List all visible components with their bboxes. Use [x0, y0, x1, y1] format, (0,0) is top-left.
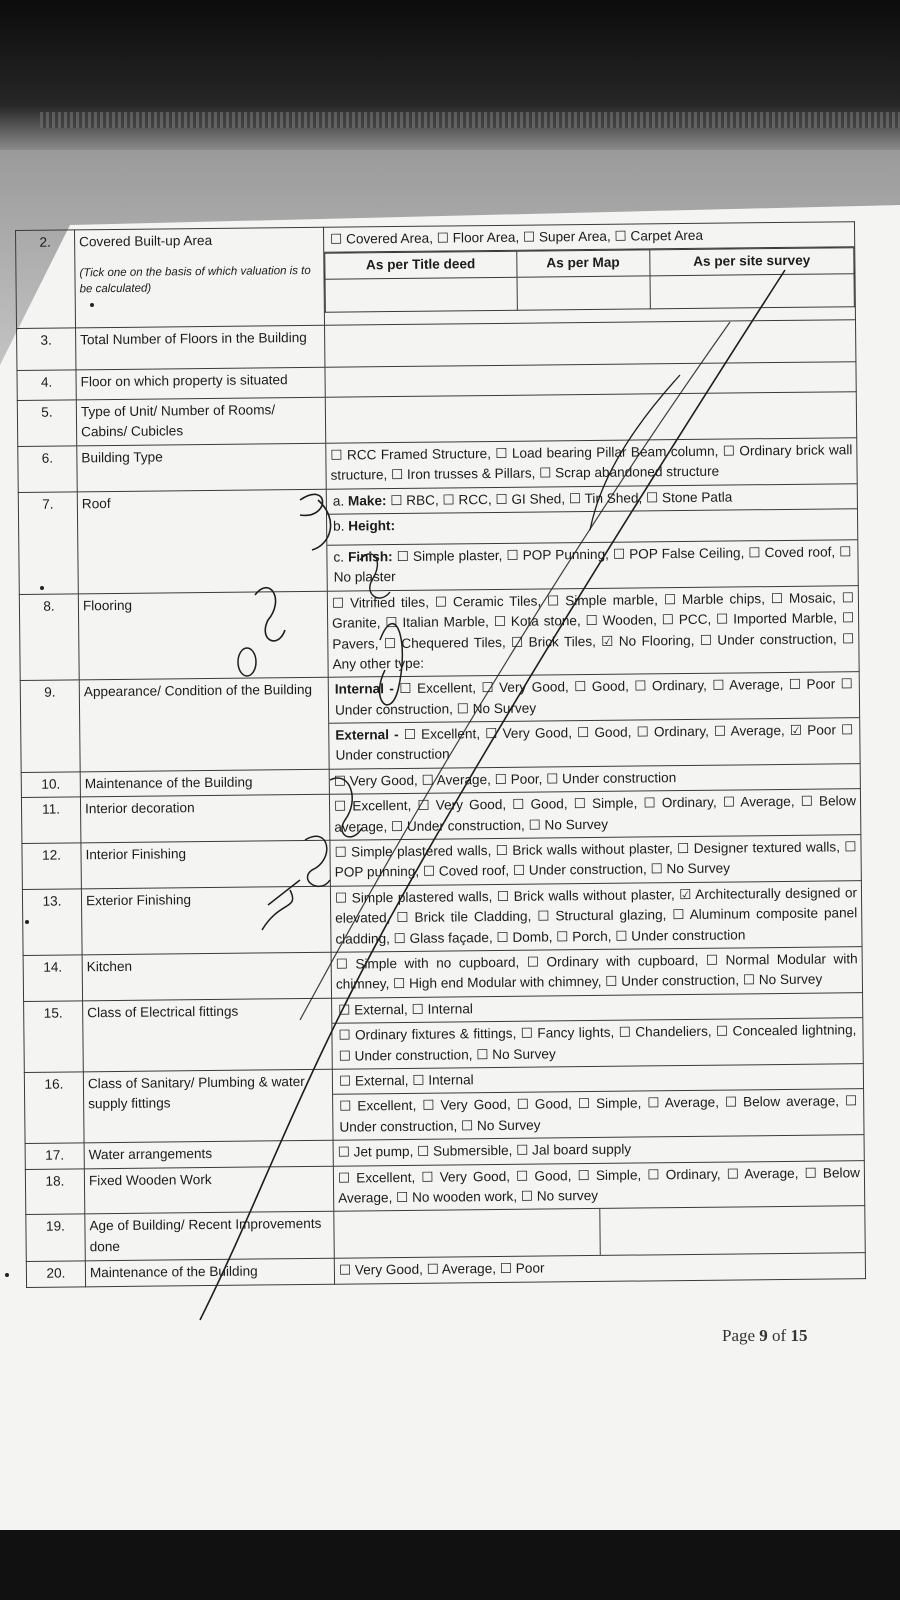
sanitary-class[interactable]: ☐ Excellent, ☐ Very Good, ☐ Good, ☐ Simple, ☐ Average, ☐ Below average, ☐ Under construction, ☐ No Survey: [339, 1093, 858, 1135]
row-label: Exterior Finishing: [81, 886, 331, 955]
col-title-deed: As per Title deed: [325, 252, 517, 279]
row-label: Total Number of Floors in the Building: [76, 325, 325, 370]
col-map: As per Map: [516, 250, 649, 277]
row-number: 6.: [18, 446, 77, 492]
row-number: 20.: [26, 1261, 85, 1287]
row-number: 13.: [22, 889, 82, 956]
area-type-options[interactable]: ☐ Covered Area, ☐ Floor Area, ☐ Super Area, ☐ Carpet Area: [324, 222, 854, 253]
electrical-class[interactable]: ☐ Ordinary fixtures & fittings, ☐ Fancy lights, ☐ Chandeliers, ☐ Concealed lightning, ☐ Under construction, ☐ No Survey: [338, 1022, 857, 1064]
row-label: Interior Finishing: [81, 840, 330, 888]
building-type-options[interactable]: ☐ RCC Framed Structure, ☐ Load bearing Pillar Beam column, ☐ Ordinary brick wall structure, ☐ Iron trusses & Pillars, ☐ Scrap abandoned structure: [326, 437, 857, 488]
interior-decoration-options[interactable]: ☐ Excellent, ☐ Very Good, ☐ Good, ☐ Simple, ☐ Ordinary, ☐ Average, ☐ Below average, ☐ Under construction, ☐ No Survey: [329, 789, 860, 840]
row-label: Water arrangements: [84, 1140, 333, 1168]
water-options[interactable]: ☐ Jet pump, ☐ Submersible, ☐ Jal board supply: [333, 1135, 864, 1166]
row-number: 10.: [21, 772, 80, 798]
col-site-survey: As per site survey: [650, 248, 854, 276]
row-number: 19.: [26, 1214, 85, 1262]
page-total: 15: [790, 1326, 808, 1345]
row-label: Interior decoration: [80, 794, 329, 842]
row-label: Building Type: [77, 443, 326, 491]
row-label: Floor on which property is situated: [76, 367, 325, 400]
row-number: 5.: [17, 400, 76, 446]
internal-label: Internal -: [334, 681, 394, 697]
covered-area-label: Covered Built-up Area: [79, 232, 213, 250]
row-number: 17.: [25, 1143, 84, 1169]
roof-finish-options: ☐ Simple plaster, ☐ POP Punning, ☐ POP False Ceiling, ☐ Coved roof, ☐ No plaster: [333, 544, 852, 586]
row-number: 14.: [23, 955, 82, 1001]
row-number: 3.: [17, 328, 76, 371]
roof-height-label: Height:: [348, 517, 396, 534]
row-number: 18.: [25, 1168, 84, 1214]
row-number: 2.: [16, 230, 76, 329]
row-number: 12.: [22, 843, 81, 889]
page-of: of: [772, 1326, 787, 1345]
row-label: Class of Electrical fittings: [83, 998, 333, 1072]
roof-make[interactable]: a. Make: ☐ RBC, ☐ RCC, ☐ GI Shed, ☐ Tin Shed, ☐ Stone Patla: [327, 484, 857, 515]
interior-finishing-options[interactable]: ☐ Simple plastered walls, ☐ Brick walls without plaster, ☐ Designer textured walls, ☐ POP punning, ☐ Coved roof, ☐ Under construction, ☐ No Survey: [330, 835, 861, 886]
row-number: 4.: [17, 370, 76, 401]
maintenance-final-options[interactable]: ☐ Very Good, ☐ Average, ☐ Poor: [334, 1253, 865, 1284]
row-label: Flooring: [78, 591, 328, 680]
row-label: Appearance/ Condition of the Building: [79, 678, 329, 772]
row-number: 8.: [19, 594, 79, 681]
electrical-location[interactable]: ☐ External, ☐ Internal: [332, 993, 862, 1024]
exterior-finishing-options[interactable]: ☐ Simple plastered walls, ☐ Brick walls without plaster, ☑ Architecturally designed or elevated, ☐ Brick tile Cladding, ☐ Structural glazing, ☐ Aluminum composite panel cladding, ☐ Glass façade, ☐ Domb, ☐ Porch, ☐ Under construction: [330, 880, 862, 952]
roof-make-label: Make:: [347, 492, 387, 509]
maintenance-options[interactable]: ☐ Very Good, ☐ Average, ☐ Poor, ☐ Under construction: [329, 764, 860, 795]
row-label: Class of Sanitary/ Plumbing & water supply fittings: [83, 1069, 333, 1143]
row-number: 11.: [21, 797, 80, 843]
page-prefix: Page: [722, 1326, 756, 1345]
row-label: Type of Unit/ Number of Rooms/ Cabins/ Cubicles: [76, 397, 325, 445]
row-label: Fixed Wooden Work: [84, 1166, 333, 1214]
roof-height[interactable]: b. Height:: [327, 509, 857, 546]
row-label: Maintenance of the Building: [85, 1258, 334, 1286]
row-label: Age of Building/ Recent Improvements done: [85, 1211, 334, 1261]
flooring-options[interactable]: ☐ Vitrified tiles, ☐ Ceramic Tiles, ☐ Simple marble, ☐ Marble chips, ☐ Mosaic, ☐ Granite, ☐ Italian Marble, ☐ Kota stone, ☐ Wooden, ☐ PCC, ☐ Imported Marble, ☐ Pavers, ☐ Chequered Tiles, ☐ Brick Tiles, ☑ No Flooring, ☐ Under construction, ☐ Any other type:: [327, 585, 859, 677]
row-number: 15.: [24, 1001, 84, 1073]
row-number: 16.: [24, 1072, 84, 1144]
row-number: 9.: [20, 680, 80, 772]
row-label: Kitchen: [82, 952, 331, 1000]
external-label: External -: [335, 727, 399, 743]
external-options: ☐ Excellent, ☐ Very Good, ☐ Good, ☐ Ordinary, ☐ Average, ☑ Poor ☐ Under construction: [335, 722, 854, 764]
wooden-work-options[interactable]: ☐ Excellent, ☐ Very Good, ☐ Good, ☐ Simple, ☐ Ordinary, ☐ Average, ☐ Below Average, ☐ No wooden work, ☐ No survey: [333, 1160, 864, 1211]
internal-options: ☐ Excellent, ☐ Very Good, ☐ Good, ☐ Ordinary, ☐ Average, ☐ Poor ☐ Under construction, ☐ No Survey: [334, 676, 853, 718]
kitchen-options[interactable]: ☐ Simple with no cupboard, ☐ Ordinary with cupboard, ☐ Normal Modular with chimney, ☐ High end Modular with chimney, ☐ Under construction, ☐ No Survey: [331, 947, 862, 998]
valuation-hint: (Tick one on the basis of which valuation is to be calculated): [79, 265, 311, 296]
roof-make-options: ☐ RBC, ☐ RCC, ☐ GI Shed, ☐ Tin Shed, ☐ Stone Patla: [390, 489, 733, 508]
row-number: 7.: [18, 491, 78, 594]
sanitary-location[interactable]: ☐ External, ☐ Internal: [333, 1064, 863, 1095]
row-label: Maintenance of the Building: [80, 769, 329, 797]
page-current: 9: [759, 1326, 768, 1345]
roof-finish[interactable]: c. Finish: ☐ Simple plaster, ☐ POP Punning, ☐ POP False Ceiling, ☐ Coved roof, ☐ No plaster: [333, 544, 852, 586]
roof-finish-label: Finish:: [348, 549, 393, 565]
row-label: Roof: [77, 489, 327, 594]
